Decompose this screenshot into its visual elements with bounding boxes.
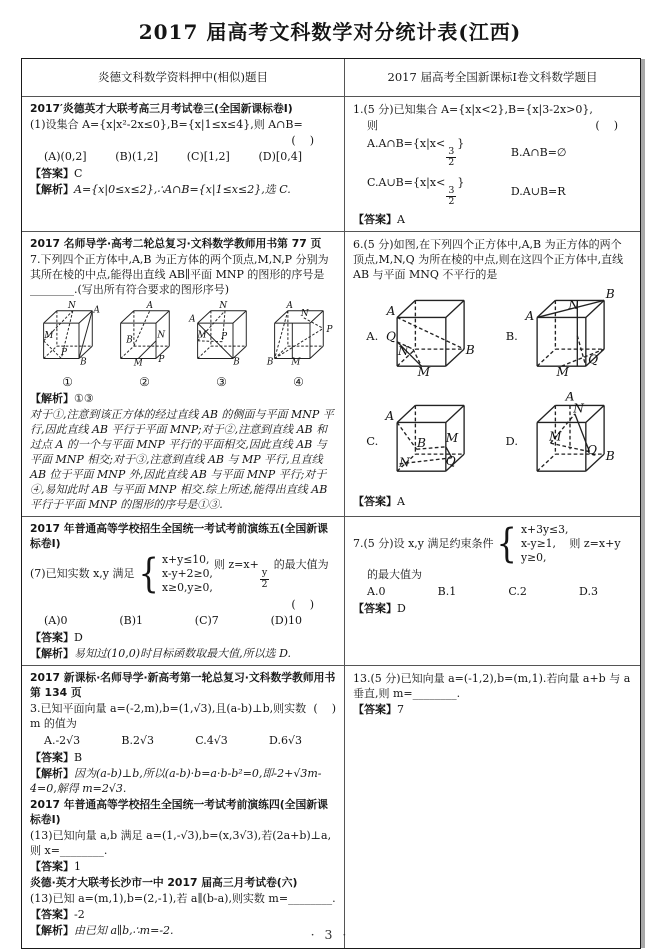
cube-figure-2 [109, 301, 180, 390]
options-row [30, 732, 336, 749]
source-line: 2017 新课标·名师导学·新高考第一轮总复习·文科数学教师用书第 134 页 [30, 670, 336, 699]
cube-figure-b [493, 287, 633, 386]
comparison-table [21, 58, 641, 949]
cube-figure-1 [32, 301, 103, 390]
option-d: D.6√3 [269, 733, 302, 747]
svg-text:M: M [44, 330, 54, 341]
svg-text:B: B [465, 342, 475, 357]
option-c: C.2 [508, 584, 527, 598]
option-a: A.-2√3 [44, 733, 81, 747]
constraint: x+3y≤3, [520, 522, 569, 536]
cell-left-cubes [22, 232, 344, 516]
svg-text:B: B [266, 357, 274, 368]
cube-figure-c [353, 392, 493, 491]
question-continuation: 的最大值为 [367, 567, 422, 581]
choice-paren: ( ) [291, 597, 314, 611]
answer-marker: 【答案】 [353, 494, 397, 508]
svg-text:B: B [605, 286, 615, 301]
source-line: 炎德·英才大联考长沙市一中 2017 届高三月考试卷(六) [30, 875, 298, 889]
options-row [30, 612, 336, 629]
answer-marker: 【答案】 [30, 859, 74, 873]
fraction: $\frac{3}{2}$ [448, 184, 455, 208]
options-row [30, 148, 336, 165]
figure-label: B. [505, 328, 518, 343]
options-row [353, 583, 632, 600]
option-c: C.A∪B={x|x< $\frac{3}{2}$ } [367, 175, 465, 208]
svg-text:P: P [60, 347, 67, 358]
answer-line [30, 166, 336, 181]
cube-diagram [186, 301, 257, 374]
svg-text:B: B [417, 435, 427, 450]
analysis-line [30, 646, 336, 661]
svg-text:N: N [399, 455, 411, 470]
answer-line [30, 750, 336, 765]
svg-text:M: M [549, 429, 562, 444]
svg-text:N: N [68, 300, 76, 311]
svg-text:Q: Q [386, 329, 397, 344]
question-text: (13)已知向量 a,b 满足 a=(1,-√3),b=(x,3√3),若(2a+b)⊥a,则 x=________. [30, 828, 332, 857]
option-d: (D)[0,4] [258, 150, 302, 163]
option-c: (C)7 [194, 613, 219, 627]
option-a: A.0 [367, 584, 386, 598]
source-line: 2017′炎德英才大联考高三月考试卷三(全国新课标卷Ⅰ) [30, 102, 293, 115]
option-d: D.3 [579, 584, 598, 598]
svg-text:A: A [385, 408, 395, 423]
cube-diagram [263, 301, 334, 374]
constraint-system [353, 520, 632, 567]
question-text: 13.(5 分)已知向量 a=(-1,2),b=(m,1).若向量 a+b 与 a 垂直,则 m=________. [353, 671, 631, 700]
cube-figure-4 [263, 301, 334, 390]
analysis-body: 对于①,注意到该正方体的经过直线 AB 的侧面与平面 MNP 平行,因此直线 AB 平行于平面 MNP;对于②,注意到直线 AB 和过点 A 的一个与平面 MNP 平行的平面相交,因此直线 AB 与平面 MNP 相交;对于③,注意到直线 AB 与 MP 平行,且直线 AB 位于平面 MNP 外,因此直线 AB 与平面 MNP 平行;对于④,易知此时 AB 与平面 MNP 相交.综上所述,能得出直线 AB 平行于平面 MNP 的图形的序号是①③. [30, 407, 334, 511]
svg-text:M: M [417, 364, 431, 379]
answer-line [353, 702, 632, 717]
table-row-cubes [22, 231, 640, 516]
cube-diagram [521, 392, 619, 491]
svg-text:M: M [197, 330, 207, 341]
cube-diagram [109, 301, 180, 374]
cell-right-sets [344, 97, 640, 231]
question-text: 1.(5 分)已知集合 A={x|x<2},B={x|3-2x>0}, [353, 103, 593, 116]
analysis-answer: ①③ [74, 391, 94, 405]
choice-paren: ( ) [313, 701, 336, 715]
svg-text:A: A [386, 303, 396, 318]
fraction: $\frac{y}{2}$ [261, 567, 268, 590]
cube-figure-3 [186, 301, 257, 390]
svg-text:A: A [286, 300, 293, 311]
source-line: 2017 年普通高等学校招生全国统一考试考前演练五(全国新课标卷Ⅰ) [30, 521, 328, 550]
table-header-row [22, 59, 640, 96]
answer-marker: 【答案】 [30, 907, 74, 921]
question-prefix: 7.(5 分)设 x,y 满足约束条件 [353, 537, 494, 551]
option-a: (A)(0,2] [44, 150, 87, 163]
choice-paren: ( ) [291, 134, 314, 147]
answer-value: 1 [74, 859, 81, 873]
option-b: (B)(1,2] [115, 150, 159, 163]
question-text: (13)已知 a=(m,1),b=(2,-1),若 a∥(b-a),则实数 m=________. [30, 891, 336, 905]
cell-left-sets [22, 97, 344, 231]
left-brace: { [138, 550, 159, 597]
answer-marker: 【答案】 [353, 212, 397, 226]
cube-figure-d [493, 392, 633, 491]
constraint: x-y≥1, [520, 536, 556, 550]
analysis-marker: 【解析】 [30, 923, 74, 937]
figure-label: C. [366, 433, 379, 448]
question-text: 6.(5 分)如图,在下列四个正方体中,A,B 为正方体的两个顶点,M,N,Q 为所在棱的中点,则在这四个正方体中,直线 AB 与平面 MNQ 不平行的是 [353, 237, 624, 281]
constraint-system [30, 550, 336, 597]
constraint: x+y≤10, [161, 552, 210, 566]
svg-text:A: A [565, 391, 575, 404]
cell-right-vectors [344, 666, 640, 948]
option-b: B.1 [437, 584, 457, 598]
cube-diagram [381, 392, 479, 491]
svg-text:M: M [133, 358, 143, 369]
constraint: x-y+2≥0, [161, 566, 213, 580]
cube-figure-a [353, 287, 493, 386]
option-c: (C)[1,2] [186, 150, 230, 163]
svg-text:B: B [126, 335, 133, 346]
analysis-marker: 【解析】 [30, 646, 74, 660]
table-row-sets [22, 96, 640, 231]
svg-text:M: M [556, 364, 569, 379]
left-brace: { [497, 520, 518, 567]
table-header-right: 2017 届高考全国新课标Ⅰ卷文科数学题目 [344, 59, 640, 96]
svg-text:A: A [189, 314, 196, 325]
cell-right-cubes [344, 232, 640, 516]
analysis-text: A={x|0≤x≤2},∴A∩B={x|1≤x≤2},选 C. [74, 183, 291, 196]
option-d: (D)10 [270, 613, 302, 627]
option-b: (B)1 [119, 613, 143, 627]
svg-text:B: B [605, 448, 615, 463]
svg-text:N: N [157, 330, 166, 341]
cube-diagram [521, 287, 619, 386]
answer-line [353, 601, 632, 616]
footer-page-number: · 3 · [310, 927, 350, 942]
answer-line [353, 212, 632, 227]
answer-value: A [397, 212, 405, 226]
svg-text:A: A [93, 305, 100, 316]
svg-text:M: M [291, 357, 301, 368]
answer-line [30, 859, 336, 874]
options-grid [353, 133, 632, 211]
constraint: x≥0,y≥0, [161, 580, 213, 594]
option-d: D.A∪B=R [510, 184, 566, 198]
svg-text:Q: Q [445, 453, 456, 468]
cell-left-vectors [22, 666, 344, 948]
figure-caption: ③ [216, 374, 227, 389]
cube-diagram [381, 287, 479, 386]
option-c: C.4√3 [195, 733, 228, 747]
constraint: y≥0, [520, 550, 547, 564]
figure-label: A. [366, 328, 379, 343]
source-line: 2017 年普通高等学校招生全国统一考试考前演练四(全国新课标卷Ⅰ) [30, 797, 328, 826]
question-text: ( ) 3.已知平面向量 a=(-2,m),b=(1,√3),且(a-b)⊥b,则实数 m 的值为 [30, 701, 336, 730]
answer-marker: 【答案】 [30, 630, 74, 644]
answer-value: B [74, 750, 83, 764]
table-row-vectors [22, 665, 640, 948]
svg-text:P: P [221, 331, 228, 342]
fraction: $\frac{3}{2}$ [448, 146, 455, 169]
answer-value: 7 [397, 702, 404, 716]
question-continuation [353, 118, 632, 133]
svg-text:B: B [80, 357, 87, 368]
analysis-line [30, 391, 336, 406]
cell-left-lp [22, 517, 344, 665]
cube-figures-grid [353, 283, 632, 493]
question-suffix: 则 z=x+ $\frac{y}{2}$ 的最大值为 [213, 558, 329, 590]
svg-text:N: N [219, 300, 228, 311]
constraint-stack [162, 553, 213, 595]
svg-text:P: P [326, 324, 333, 335]
answer-value: D [397, 601, 406, 615]
figure-caption: ④ [293, 374, 304, 389]
answer-value: A [397, 494, 405, 508]
answer-marker: 【答案】 [30, 750, 74, 764]
figure-caption: ② [139, 374, 150, 389]
answer-marker: 【答案】 [30, 167, 74, 180]
svg-text:N: N [300, 308, 309, 319]
cube-diagram [32, 301, 103, 374]
question-prefix: (7)已知实数 x,y 满足 [30, 567, 135, 581]
option-b: B.A∩B=∅ [510, 145, 567, 159]
answer-marker: 【答案】 [353, 601, 397, 615]
analysis-text: 易知过(10,0)时目标函数取最大值,所以选 D. [74, 646, 291, 660]
answer-line [30, 630, 336, 645]
answer-line [30, 907, 336, 922]
answer-value: D [74, 630, 83, 644]
analysis-text: 由已知 a∥b,∴m=-2. [74, 923, 174, 937]
svg-text:M: M [445, 430, 459, 445]
svg-text:Q: Q [587, 352, 598, 367]
cell-right-lp [344, 517, 640, 665]
svg-text:A: A [525, 308, 534, 323]
table-header-left: 炎德文科数学资料押中(相似)题目 [98, 70, 268, 84]
question-text-2: 则 [367, 119, 378, 132]
svg-text:N: N [573, 401, 584, 416]
table-row-linear-programming [22, 516, 640, 665]
choice-paren: ( ) [595, 119, 618, 132]
answer-value: -2 [74, 907, 85, 921]
question-text: 7.下列四个正方体中,A,B 为正方体的两个顶点,M,N,P 分别为其所在棱的中点,能得出直线 AB∥平面 MNP 的图形的序号是________.(写出所有符合要求的图形序号) [30, 252, 329, 296]
svg-text:Q: Q [586, 442, 597, 457]
answer-value: C [74, 167, 83, 180]
analysis-marker: 【解析】 [30, 391, 74, 405]
svg-text:P: P [158, 354, 165, 365]
question-suffix: 则 z=x+y [569, 537, 621, 551]
svg-text:A: A [146, 300, 154, 311]
cube-figures-row [30, 298, 336, 390]
option-b: B.2√3 [121, 733, 155, 747]
svg-text:N: N [568, 297, 579, 312]
analysis-marker: 【解析】 [30, 766, 74, 780]
svg-text:N: N [398, 343, 409, 358]
page-title: 2017 届高考文科数学对分统计表(江西) [138, 20, 522, 44]
analysis-line [30, 182, 336, 197]
analysis-text: 因为(a-b)⊥b,所以(a-b)·b=a·b-b²=0,即-2+√3m-4=0,解得 m=2√3. [30, 766, 322, 795]
svg-text:B: B [233, 357, 240, 368]
constraint-stack [521, 523, 568, 565]
answer-marker: 【答案】 [353, 702, 397, 716]
analysis-line [30, 766, 336, 796]
source-line: 2017 名师导学·高考二轮总复习·文科数学教师用书第 77 页 [30, 236, 322, 250]
answer-line [353, 494, 632, 509]
figure-caption: ① [62, 374, 73, 389]
option-a: (A)0 [44, 613, 68, 627]
figure-label: D. [505, 433, 518, 448]
question-text: (1)设集合 A={x|x²-2x≤0},B={x|1≤x≤4},则 A∩B= [30, 118, 303, 131]
option-a: A.A∩B={x|x< $\frac{3}{2}$ } [367, 137, 465, 169]
analysis-marker: 【解析】 [30, 183, 74, 196]
